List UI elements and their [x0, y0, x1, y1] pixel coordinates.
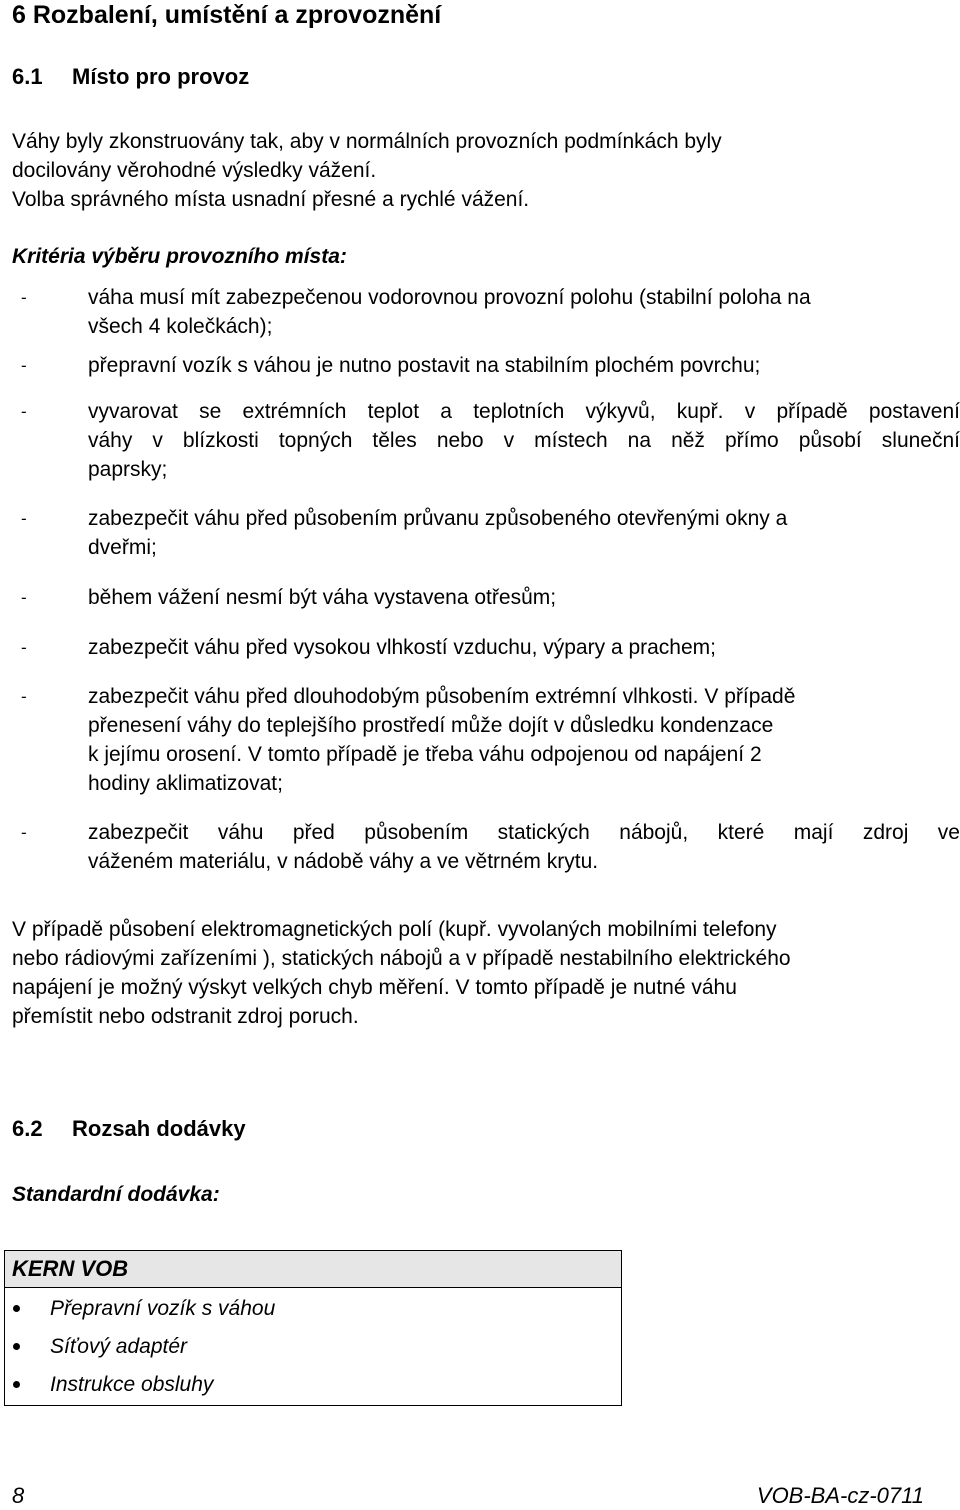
criteria-line: váha musí mít zabezpečenou vodorovnou provozní polohu (stabilní poloha na	[88, 286, 811, 309]
delivery-item-label: Přepravní vozík s váhou	[50, 1297, 276, 1320]
delivery-contents-box	[4, 1250, 622, 1406]
closing-line: přemístit nebo odstranit zdroj poruch.	[12, 1005, 359, 1028]
criteria-line: zabezpečit váhu před působením průvanu způsobeného otevřenými okny a	[88, 507, 788, 530]
criteria-line: přenesení váhy do teplejšího prostředí může dojít v důsledku kondenzace	[88, 714, 774, 737]
closing-paragraph	[12, 915, 952, 1031]
criteria-line: k jejímu orosení. V tomto případě je třeba váhu odpojenou od napájení 2	[88, 743, 762, 766]
criteria-line: zabezpečit váhu před působením statických nábojů, které mají zdroj ve	[88, 821, 960, 844]
criteria-heading: Kritéria výběru provozního místa:	[12, 245, 347, 268]
closing-line: napájení je možný výskyt velkých chyb měření. V tomto případě je nutné váhu	[12, 976, 737, 999]
criteria-line: vyvarovat se extrémních teplot a teplotních výkyvů, kupř. v případě postavení	[88, 400, 960, 423]
delivery-box-title: KERN VOB	[12, 1256, 129, 1281]
criteria-line: paprsky;	[88, 458, 168, 481]
dash-bullet: -	[21, 288, 27, 307]
criteria-line: dveřmi;	[88, 536, 157, 559]
delivery-box-header	[5, 1251, 621, 1288]
dash-bullet: -	[21, 588, 27, 607]
dash-bullet: -	[21, 509, 27, 528]
intro-line: Volba správného místa usnadní přesné a rychlé vážení.	[12, 188, 530, 211]
section-6-2-heading	[12, 1114, 246, 1144]
section-6-1-heading	[12, 62, 249, 92]
dash-bullet: -	[21, 402, 27, 421]
intro-paragraph	[12, 127, 952, 214]
criteria-line: během vážení nesmí být váha vystavena otřesům;	[88, 586, 557, 609]
bullet-dot-icon	[13, 1305, 20, 1312]
intro-line: docilovány věrohodné výsledky vážení.	[12, 159, 377, 182]
dash-bullet: -	[21, 823, 27, 842]
section-title: Místo pro provoz	[72, 64, 250, 89]
section-number: 6.1	[12, 64, 43, 89]
delivery-item-label: Síťový adaptér	[50, 1335, 188, 1358]
criteria-line: všech 4 kolečkách);	[88, 315, 273, 338]
criteria-line: váženém materiálu, v nádobě váhy a ve větrném krytu.	[88, 850, 599, 873]
delivery-list-item	[5, 1367, 621, 1405]
criteria-line: zabezpečit váhu před vysokou vlhkostí vzduchu, výpary a prachem;	[88, 636, 716, 659]
criteria-line: hodiny aklimatizovat;	[88, 772, 283, 795]
closing-line: V případě působení elektromagnetických polí (kupř. vyvolaných mobilními telefony	[12, 918, 777, 941]
standard-delivery-heading: Standardní dodávka:	[12, 1183, 220, 1206]
section-number: 6.2	[12, 1116, 43, 1141]
dash-bullet: -	[21, 356, 27, 375]
criteria-line: váhy v blízkosti topných těles nebo v místech na něž přímo působí sluneční	[88, 429, 960, 452]
delivery-item-label: Instrukce obsluhy	[50, 1373, 214, 1396]
closing-line: nebo rádiovými zařízeními ), statických nábojů a v případě nestabilního elektrického	[12, 947, 791, 970]
bullet-dot-icon	[13, 1381, 20, 1388]
section-title: Rozsah dodávky	[72, 1116, 246, 1141]
delivery-list-item	[5, 1329, 621, 1367]
intro-line: Váhy byly zkonstruovány tak, aby v normálních provozních podmínkách byly	[12, 130, 722, 153]
page-number: 8	[12, 1483, 25, 1508]
dash-bullet: -	[21, 687, 27, 706]
delivery-list-item	[5, 1291, 621, 1329]
criteria-line: přepravní vozík s váhou je nutno postavit na stabilním plochém povrchu;	[88, 354, 761, 377]
dash-bullet: -	[21, 638, 27, 657]
criteria-line: zabezpečit váhu před dlouhodobým působením extrémní vlhkosti. V případě	[88, 685, 796, 708]
document-code: VOB-BA-cz-0711	[756, 1483, 924, 1508]
chapter-heading: 6 Rozbalení, umístění a zprovoznění	[12, 1, 442, 29]
bullet-dot-icon	[13, 1343, 20, 1350]
